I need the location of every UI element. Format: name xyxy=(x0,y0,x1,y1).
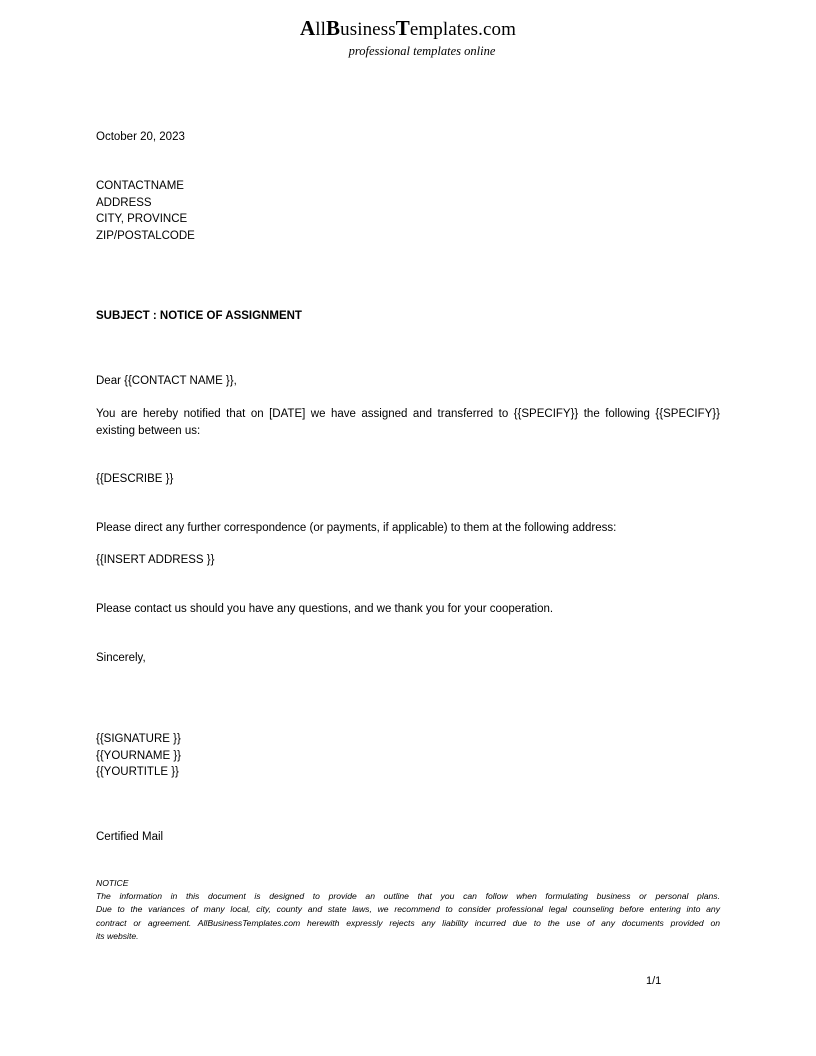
notice-heading: NOTICE xyxy=(96,878,129,888)
notice-line: contract or agreement. AllBusinessTemplates.com herewith expressly rejects any liability incurred due to the use of any documents provided on xyxy=(96,917,720,928)
body-paragraph-3: Please contact us should you have any questions, and we thank you for your cooperation. xyxy=(96,603,554,615)
signature-block xyxy=(96,731,181,781)
certified-mail: Certified Mail xyxy=(96,831,164,843)
notice-line: Due to the variances of many local, city, county and state laws, we recommend to consider professional legal counseling before entering into any xyxy=(96,904,720,915)
brand-part: usiness xyxy=(340,19,396,40)
describe-placeholder: {{DESCRIBE }} xyxy=(96,473,174,485)
paragraph-line: You are hereby notified that on [DATE] we have assigned and transferred to {{SPECIFY}} the following {{SPECIFY}} xyxy=(96,408,720,420)
signature-placeholder: {{SIGNATURE }} xyxy=(96,733,181,745)
your-title-placeholder: {{YOURTITLE }} xyxy=(96,766,179,778)
recipient-city: CITY, PROVINCE xyxy=(96,213,188,225)
recipient-address: ADDRESS xyxy=(96,196,152,209)
recipient-zip: ZIP/POSTALCODE xyxy=(96,229,195,242)
brand-part: A xyxy=(299,16,316,40)
closing: Sincerely, xyxy=(96,652,146,664)
letter-date: October 20, 2023 xyxy=(96,131,185,143)
salutation: Dear {{CONTACT NAME }}, xyxy=(96,375,237,387)
brand-tagline: professional templates online xyxy=(348,44,496,58)
brand-logo xyxy=(0,16,816,41)
brand-part: emplates.com xyxy=(409,19,517,40)
letter-subject: SUBJECT : NOTICE OF ASSIGNMENT xyxy=(96,310,302,322)
body-paragraph-1 xyxy=(96,406,720,439)
recipient-block xyxy=(96,178,195,244)
brand-part: ll xyxy=(315,19,326,40)
page-number: 1/1 xyxy=(646,975,662,987)
paragraph-line: existing between us: xyxy=(96,424,201,437)
brand-part: B xyxy=(326,16,341,40)
insert-address-placeholder: {{INSERT ADDRESS }} xyxy=(96,554,215,566)
your-name-placeholder: {{YOURNAME }} xyxy=(96,749,182,762)
notice-line: its website. xyxy=(96,930,139,941)
notice-line: The information in this document is designed to provide an outline that you can follow when formulating business or personal plans. xyxy=(96,891,720,902)
recipient-name: CONTACTNAME xyxy=(96,180,184,192)
legal-notice xyxy=(96,877,720,943)
body-paragraph-2: Please direct any further correspondence (or payments, if applicable) to them at the following address: xyxy=(96,522,617,534)
brand-part: T xyxy=(395,16,410,40)
